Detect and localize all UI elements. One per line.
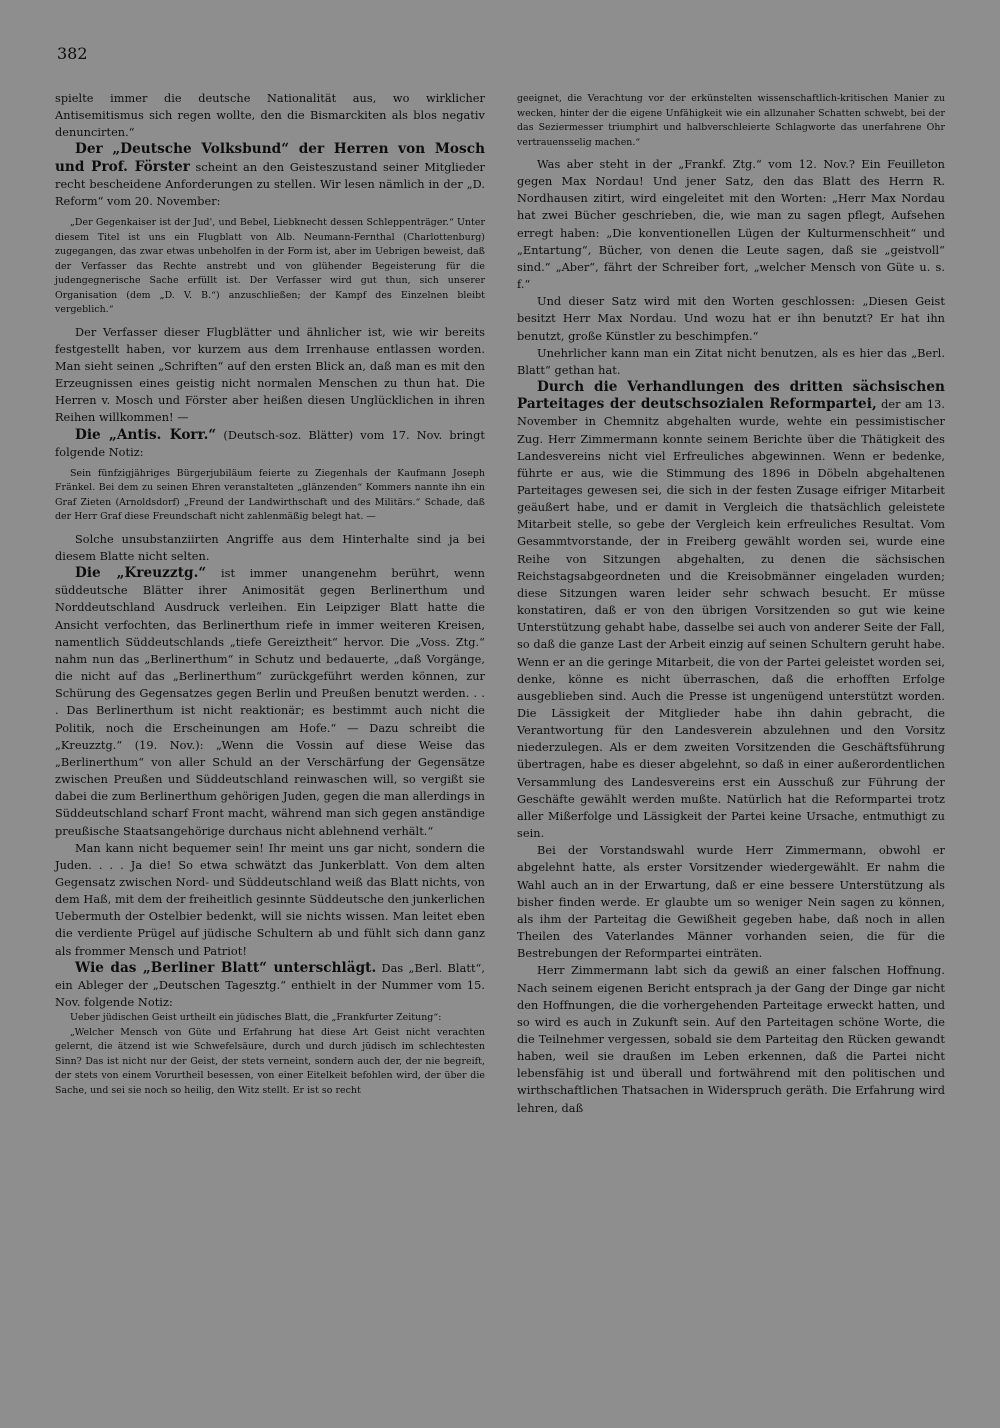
continued-paragraph: spielte immer die deutsche Nationalität aus, wo wirklicher Antisemitismus sich regen wollte, den die Bismarckiten als blos negativ denuncirten.“ (55, 92, 485, 140)
article-heading: Der „Deutsche Volksbund“ der Herren von Mosch und Prof. Förster (55, 141, 485, 175)
paragraph: Solche unsubstanziirten Angriffe aus dem Hinterhalte sind ja bei diesem Blatte nicht selten. (55, 532, 485, 563)
article-heading: Die „Antis. Korr.“ (75, 426, 217, 443)
article-berliner-blatt (55, 960, 485, 1011)
article-heading: Wie das „Berliner Blatt“ unterschlägt. (75, 959, 377, 976)
paragraph: Der Verfasser dieser Flugblätter und ähnlicher ist, wie wir bereits festgestellt haben, vor kurzem aus dem Irrenhause entlassen worden. Man sieht seinen „Schriften“ auf den ersten Blick an, daß man es mit den Erzeugnissen eines geistig nicht normalen Menschen zu thun hat. Die Herren v. Mosch und Förster aber heißen diesen Unglücklichen in ihren Reihen willkommen! — (55, 325, 485, 425)
page-number: 382 (57, 44, 88, 63)
article-lead: ist immer unangenehm berührt, wenn süddeutsche Blätter ihrer Animosität gegen Berlinerthum und Norddeutschland Ausdruck verleihen. Ein Leipziger Blatt hatte die Ansicht verfochten, das Berlinerthum riefe in immer weiteren Kreisen, namentlich Süddeutschlands „tiefe Gereiztheit“ hervor. Die „Voss. Ztg.“ nahm nun das „Berlinerthum“ in Schutz und bedauerte, „daß Vorgänge, die nicht auf das „Berlinerthum“ zurückgeführt werden können, zur Schürung des Gegensatzes gegen Berlin und Preußen benutzt werden. . . . Das Berlinerthum ist nicht reaktionär; es bestimmt auch nicht die Politik, noch die Erscheinungen am Hofe.“ — Dazu schreibt die „Kreuzztg.“ (19. Nov.): „Wenn die Vossin auf diese Weise das „Berlinerthum“ von aller Schuld an der Verschärfung der Gegensätze zwischen Preußen und Süddeutschland reinwaschen will, so vergißt sie dabei die zum Berlinerthum gehörigen Juden, gegen die man allerdings in Süddeutschland scharf Front macht, während man sich gegen anständige preußische Staatsangehörige durchaus nicht ablehnend verhält.“ (55, 567, 486, 838)
article-kreuzztg (55, 565, 485, 840)
block-quote: „Welcher Mensch von Güte und Erfahrung hat diese Art Geist nicht verachten gelernt, die ätzend ist wie Schwefelsäure, durch und durch jüdisch im schlechtesten Sinn? Das ist nicht nur der Geist, der stets verneint, sondern auch der, der nie begreift, der stets von einem Vorurtheil besessen, von einer Eitelkeit befohlen wird, der über die Sache, und sei sie noch so heilig, den Witz stellt. Er ist so recht (55, 1026, 485, 1096)
article-parteitag (517, 379, 945, 842)
article-antis-korr (55, 427, 485, 461)
article-lead: der am 13. November in Chemnitz abgehalten wurde, wehte ein pessimistischer Zug. Herr Zimmermann konnte seinem Berichte über die Thätigkeit des Landesvereins nicht viel Erfreuliches abgewinnen. Wenn er bedenke, führte er aus, wie die Stimmung des 1896 in Döbeln abgehaltenen Parteitages gewesen sei, die sich in der festen Zusage eifriger Mitarbeit geäußert habe, und er damit in Vergleich die thatsächlich geleistete Mitarbeit stelle, so gebe der Vergleich kein erfreuliches Resultat. Vom Gesammtvorstande, der in Freiberg gewählt worden sei, wurde eine Reihe von Sitzungen abgehalten, zu denen die sächsischen Reichstagsabgeordneten und die Kreisobmänner eingeladen wurden; diese Sitzungen waren leider sehr schwach besucht. Er müsse konstatiren, daß er von den übrigen Vorsitzenden so gut wie keine Unterstützung gehabt habe, dasselbe sei auch von anderer Seite der Fall, so daß die ganze Last der Arbeit einzig auf seinen Schultern geruht habe. Wenn er an die geringe Mitarbeit, die von der Partei geleistet worden sei, denke, könne es nicht überraschen, daß die erhofften Erfolge ausgeblieben sind. Auch die Presse ist ungenügend unterstützt worden. Die Lässigkeit der Mitglieder habe ihn dahin gebracht, die Verantwortung für den Landesverein abzulehnen und den Vorsitz niederzulegen. Als er dem zweiten Vorsitzenden die Geschäftsführung übertragen, habe es dieser abgelehnt, so daß in einer außerordentlichen Versammlung des Landesvereins erst ein Ausschuß zur Führung der Geschäfte gewählt werden mußte. Natürlich hat die Reformpartei trotz aller Mißerfolge und Lässigkeit der Partei keine Ursache, entmuthigt zu sein. (517, 398, 945, 841)
paragraph: Man kann nicht bequemer sein! Ihr meint uns gar nicht, sondern die Juden. . . . Ja die! So etwa schwätzt das Junkerblatt. Von dem alten Gegensatz zwischen Nord- und Süddeutschland weiß das Blatt nichts, von dem Haß, mit dem der freiheitlich gesinnte Süddeutsche den junkerlichen Uebermuth der Ostelbier bedenkt, will sie nichts wissen. Man leitet eben die verdiente Prügel auf jüdische Schultern ab und fühlt sich dann ganz als frommer Mensch und Patriot! (55, 841, 485, 958)
paragraph: Unehrlicher kann man ein Zitat nicht benutzen, als es hier das „Berl. Blatt“ gethan hat. (517, 346, 945, 377)
article-volksbund (55, 141, 485, 210)
left-column (55, 90, 485, 1104)
paragraph: Was aber steht in der „Frankf. Ztg.“ vom 12. Nov.? Ein Feuilleton gegen Max Nordau! Und jener Satz, den das Blatt des Herrn R. Nordhausen zitirt, wird eingeleitet mit den Worten: „Herr Max Nordau hat zwei Bücher geschrieben, die, wie man zu sagen pflegt, Aufsehen erregt haben: „Die konventionellen Lügen der Kulturmenschheit“ und „Entartung“, Bücher, von denen die Leute sagen, daß sie „geistvoll“ sind.“ „Aber“, fährt der Schreiber fort, „welcher Mensch von Güte u. s. f.“ (517, 158, 945, 292)
paragraph: Und dieser Satz wird mit den Worten geschlossen: „Diesen Geist besitzt Herr Max Nordau. Und wozu hat er ihn benutzt? Er hat ihn benutzt, große Künstler zu beschimpfen.“ (517, 295, 945, 343)
paragraph: Bei der Vorstandswahl wurde Herr Zimmermann, obwohl er abgelehnt hatte, als erster Vorsitzender wiedergewählt. Er nahm die Wahl auch an in der Erwartung, daß er eine bessere Unterstützung als bisher finden werde. Er glaubte um so weniger Nein sagen zu können, als ihm der Parteitag die Gewißheit gegeben habe, daß noch in allen Theilen des Vaterlandes Männer vorhanden seien, die für die Bestrebungen der Reformpartei einträten. (517, 844, 945, 961)
article-lead: scheint an den Geisteszustand seiner Mitglieder recht bescheidene Anforderungen zu stellen. Wir lesen nämlich in der „D. Reform“ vom 20. November: (55, 160, 486, 208)
quote-intro: Ueber jüdischen Geist urtheilt ein jüdisches Blatt, die „Frankfurter Zeitung“: (70, 1012, 442, 1024)
block-quote-continued: geeignet, die Verachtung vor der erkünstelten wissenschaftlich-kritischen Manier zu wecken, hinter der die eigene Unfähigkeit wie ein allzunaher Schatten schwebt, bei der das Seziermesser triumphirt und halbverschleierte Schlagworte das unerfahrene Ohr vertrauensselig machen.“ (517, 93, 945, 148)
article-heading: Durch die Verhandlungen des dritten sächsischen Parteitages der deutschsozialen Reformpartei, (517, 379, 945, 413)
block-quote: Sein fünfzigjähriges Bürgerjubiläum feierte zu Ziegenhals der Kaufmann Joseph Fränkel. Bei dem zu seinen Ehren veranstalteten „glänzenden“ Kommers nannte ihn ein Graf Zieten (Arnoldsdorf) „Freund der Landwirthschaft und des Militärs.“ Schade, daß der Herr Graf diese Freundschaft nicht zahlenmäßig belegt hat. — (55, 467, 485, 523)
right-column (517, 92, 945, 1117)
article-lead: (Deutsch-soz. Blätter) vom 17. Nov. bringt folgende Notiz: (55, 428, 485, 459)
article-heading: Die „Kreuzztg.“ (75, 565, 207, 582)
article-lead: Das „Berl. Blatt“, ein Ableger der „Deutschen Tagesztg.“ enthielt in der Nummer vom 15. Nov. folgende Notiz: (55, 961, 486, 1010)
block-quote: „Der Gegenkaiser ist der Jud', und Bebel, Liebknecht dessen Schleppenträger.“ Unter diesem Titel ist uns ein Flugblatt von Alb. Neumann-Fernthal (Charlottenburg) zugegangen, das zwar etwas unbeholfen in der Form ist, aber im Uebrigen beweist, daß der Verfasser das Rechte anstrebt und von glühender Begeisterung für die judengegnerische Sache erfüllt ist. Der Verfasser wird gut thun, sich unserer Organisation (dem „D. V. B.“) anzuschließen; der Kampf des Einzelnen bleibt vergeblich.“ (55, 217, 485, 316)
paragraph: Herr Zimmermann labt sich da gewiß an einer falschen Hoffnung. Nach seinem eigenen Bericht entsprach ja der Gang der Dinge gar nicht den Hoffnungen, die die vorhergehenden Parteitage erweckt hatten, und so wird es auch in Zukunft sein. Auf den Parteitagen schöne Worte, die die Teilnehmer vergessen, sobald sie dem Parteitag den Rücken gewandt haben, weil sie draußen im Leben erkennen, daß die Partei nicht lebensfähig ist und überall und fortwährend mit den politischen und wirthschaftlichen Thatsachen in Widerspruch geräth. Die Erfahrung wird lehren, daß (517, 964, 945, 1115)
